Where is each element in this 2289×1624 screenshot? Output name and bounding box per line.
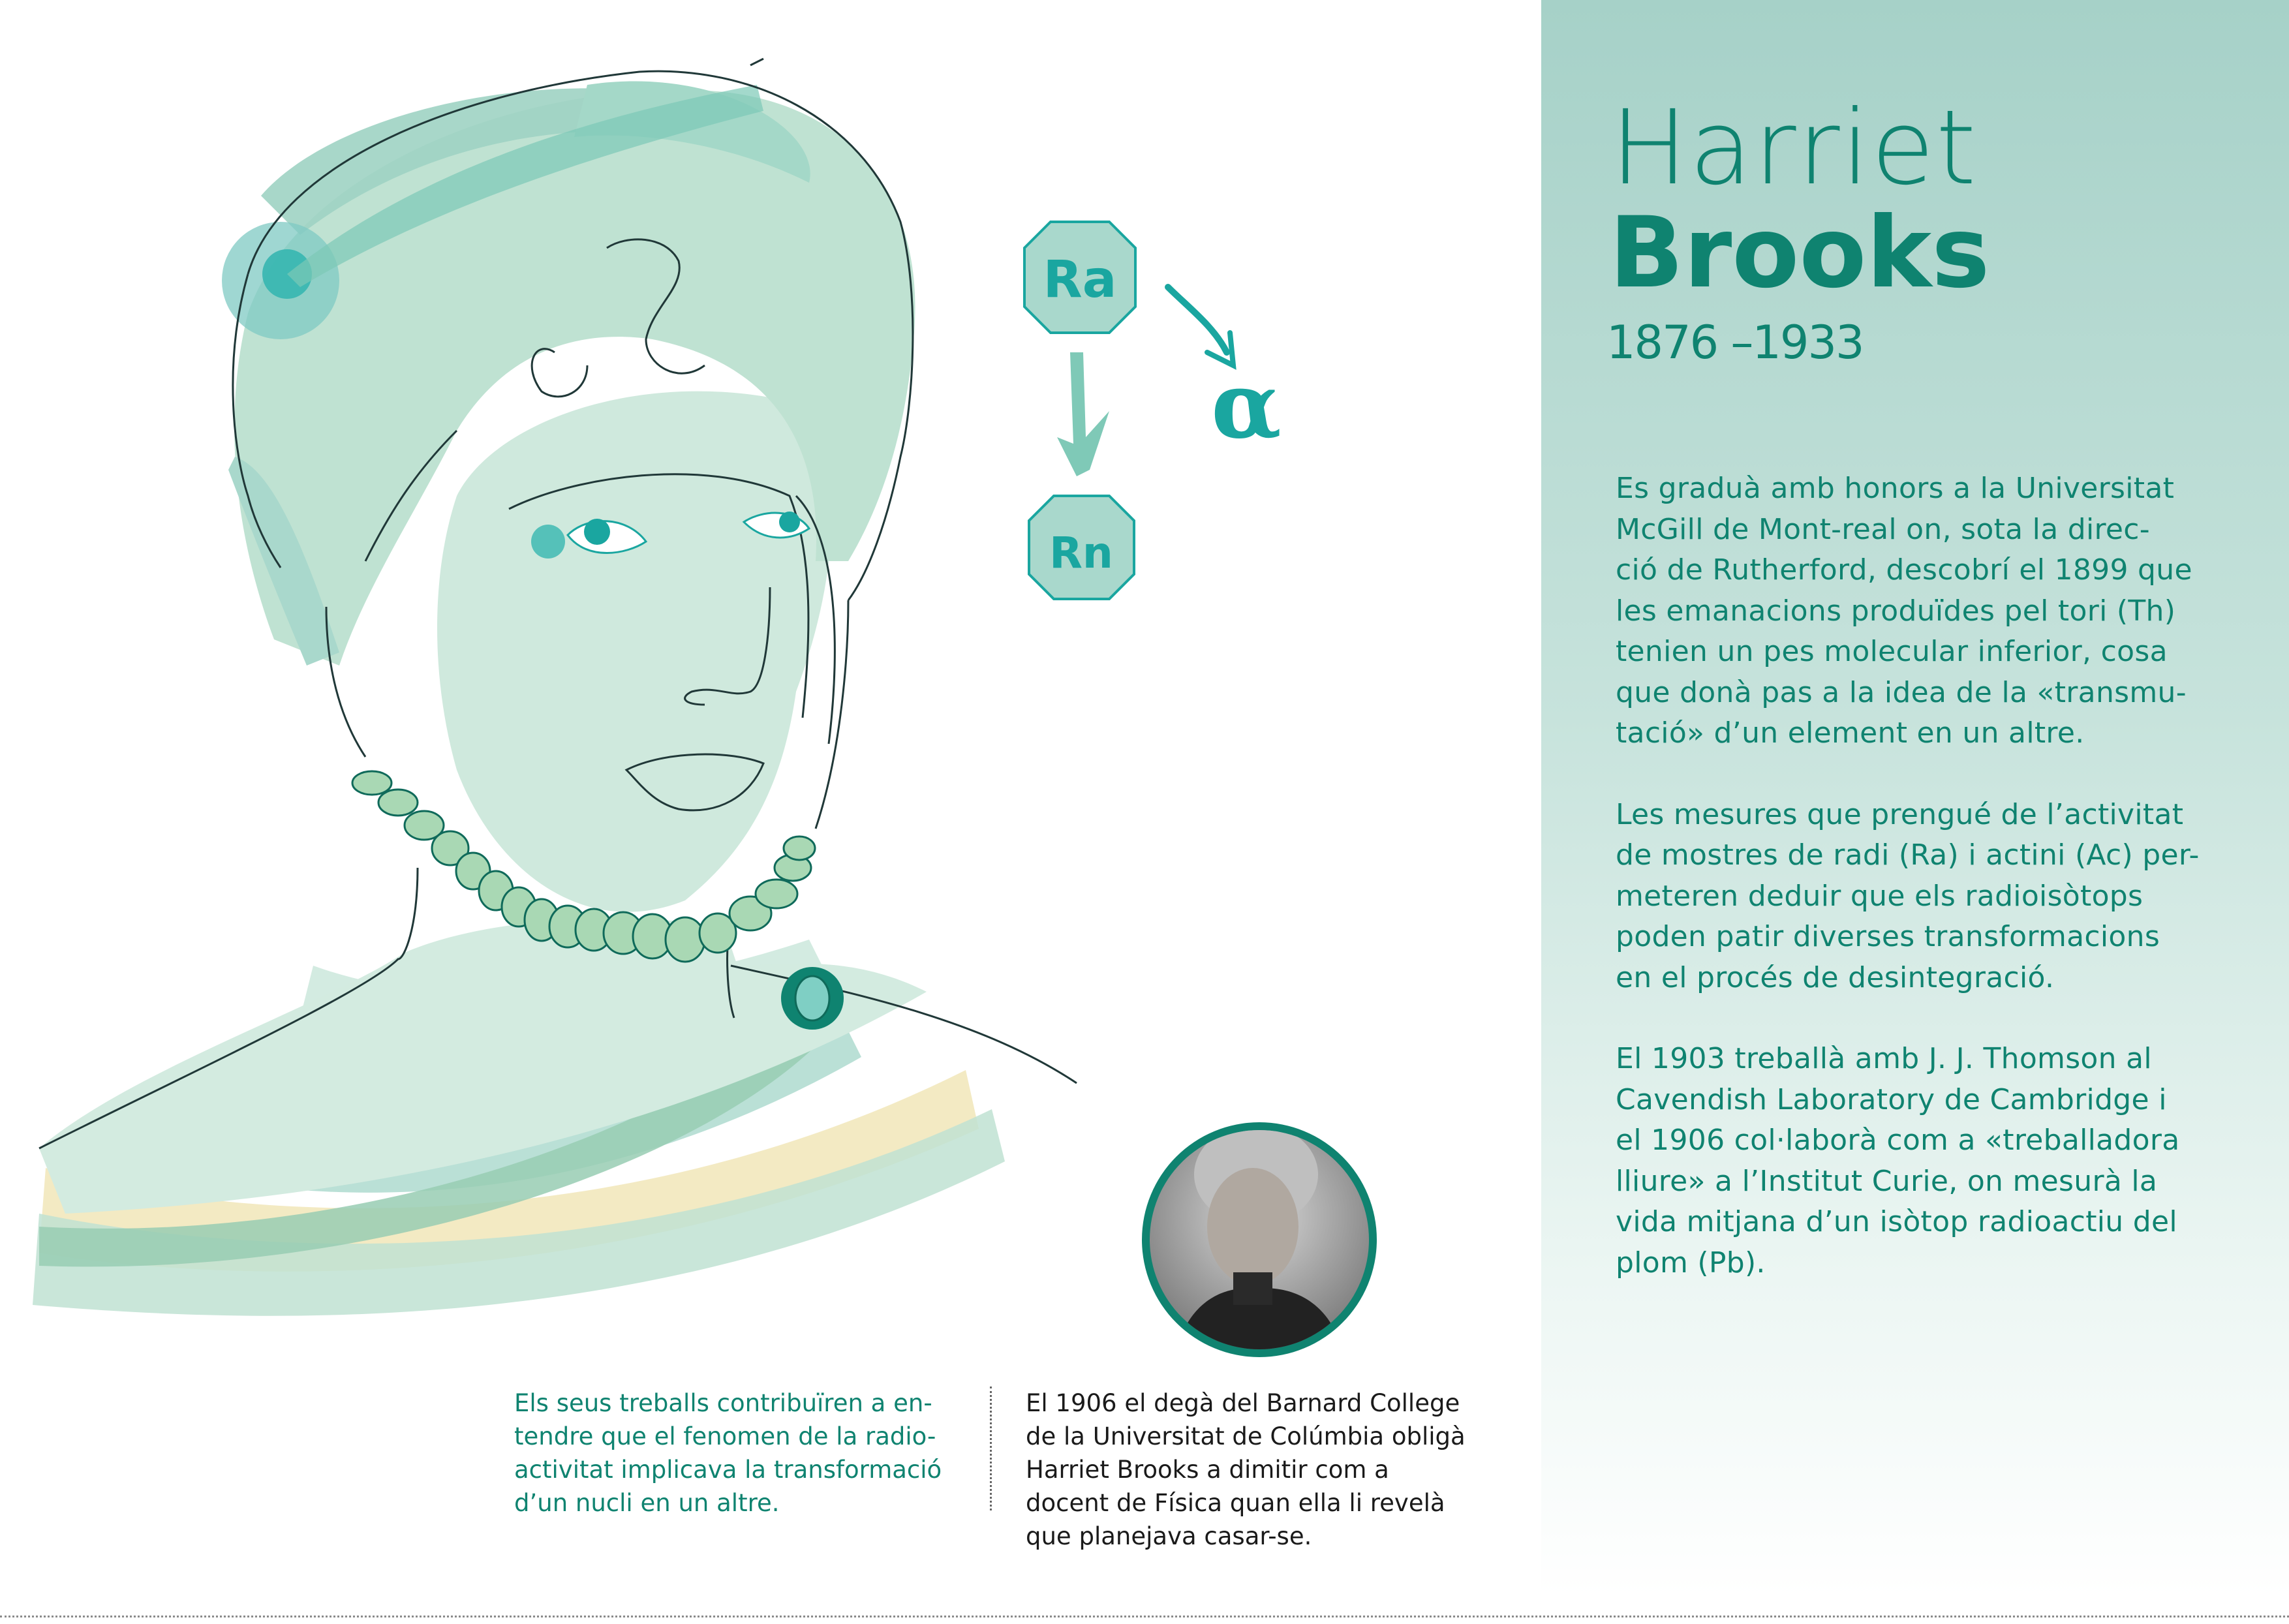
biography-text [1616,468,2203,1324]
biography-paragraph: El 1903 treballà amb J. J. Thomson al Cavendish Laboratory de Cambridge i el 1906 col·laborà com a «treballadora lliure» a l’Institut Curie, on mesurà la vida mitjana d’un isòtop radioactiu del plom (Pb). [1616,1042,2180,1279]
caption-contribution: Els seus treballs contribuïren a en- tendre que el fenomen de la radio- activitat implicava la transformació d’un nucli en un altre. [514,1389,942,1517]
bottom-divider [0,1616,2289,1617]
figure-fills [39,82,927,1214]
last-name-heading: Brooks [1609,196,1990,310]
radium-symbol: Ra [1043,251,1117,309]
life-years: 1876 –1933 [1606,316,1864,369]
first-name-heading: Harriet [1610,88,1978,208]
decay-diagram [1024,222,1282,599]
biography-paragraph: Es graduà amb honors a la Universitat McGill de Mont-real on, sota la direc- ció de Rutherford, descobrí el 1899 que les emanacions produïdes pel tori (Th) tenien un pes molecular inferior, cosa que donà pas a la idea de la «transmu- tació» d’un element en un altre. [1616,472,2192,750]
decay-arrow-alpha [1168,287,1227,352]
caption-photo: El 1906 el degà del Barnard College de la Universitat de Colúmbia obligà Harriet Brooks a dimitir com a docent de Física quan ella li revelà que planejava casar-se. [1026,1389,1466,1550]
radon-symbol: Rn [1049,528,1113,578]
caption-divider [990,1387,992,1510]
pendant [781,967,844,1030]
biography-paragraph: Les mesures que prengué de l’activitat de mostres de radi (Ra) i actini (Ac) per- meteren deduir que els radioisòtops poden patir diverses transformacions en el procés de desintegració. [1616,797,2200,994]
alpha-symbol: α [1211,352,1282,459]
photo-frame [1142,1122,1377,1357]
decay-arrow-down [1057,352,1109,476]
